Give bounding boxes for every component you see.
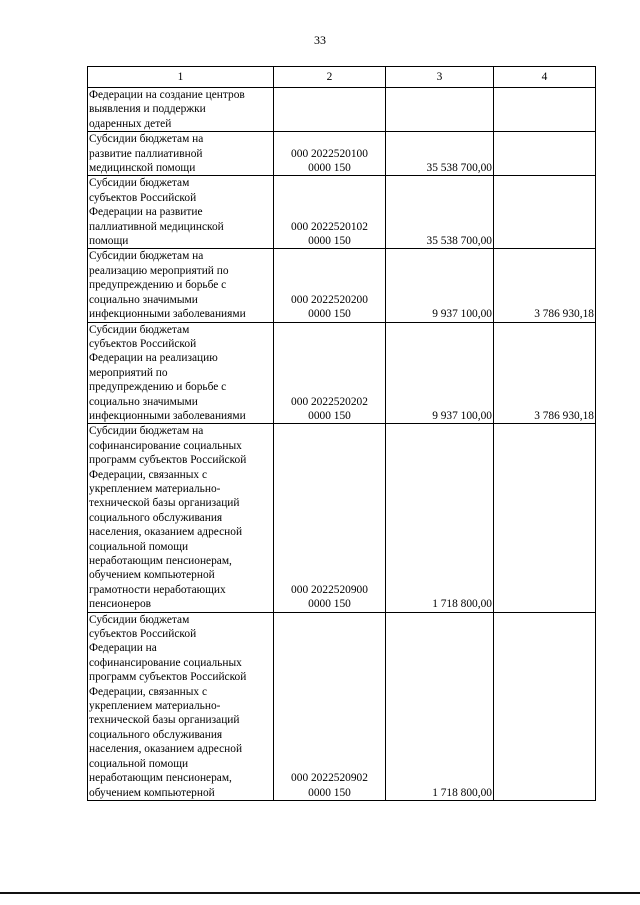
row-amount-executed	[494, 88, 596, 132]
row-budget-code: 000 2022520200 0000 150	[274, 249, 386, 322]
row-amount-planned: 9 937 100,00	[386, 322, 494, 424]
row-budget-code: 000 2022520102 0000 150	[274, 176, 386, 249]
row-amount-executed: 3 786 930,18	[494, 322, 596, 424]
row-budget-code: 000 2022520202 0000 150	[274, 322, 386, 424]
row-description: Субсидии бюджетам на развитие паллиативной медицинской помощи	[88, 132, 274, 176]
column-header: 4	[494, 67, 596, 88]
row-description: Субсидии бюджетам на софинансирование социальных программ субъектов Российской Федерации, связанных с укреплением материально- технической базы организаций социального обслуживания населения, оказанием адресной социальной помощи неработающим пенсионерам, обучением компьютерной грамотности неработающих пенсионеров	[88, 424, 274, 612]
page-number: 33	[314, 33, 326, 47]
row-description: Субсидии бюджетам субъектов Российской Федерации на реализацию мероприятий по предупреждению и борьбе с социально значимыми инфекционными заболеваниями	[88, 322, 274, 424]
table-row	[88, 176, 596, 249]
row-amount-executed	[494, 132, 596, 176]
row-budget-code: 000 2022520902 0000 150	[274, 612, 386, 800]
table-row	[88, 249, 596, 322]
row-amount-planned: 35 538 700,00	[386, 132, 494, 176]
column-header: 1	[88, 67, 274, 88]
row-amount-executed: 3 786 930,18	[494, 249, 596, 322]
row-description: Федерации на создание центров выявления и поддержки одаренных детей	[88, 88, 274, 132]
row-amount-planned: 35 538 700,00	[386, 176, 494, 249]
column-header: 3	[386, 67, 494, 88]
table-row	[88, 88, 596, 132]
scan-edge-line	[0, 892, 640, 894]
row-budget-code: 000 2022520900 0000 150	[274, 424, 386, 612]
row-amount-planned: 1 718 800,00	[386, 612, 494, 800]
table-row	[88, 612, 596, 800]
budget-table	[87, 66, 596, 801]
table-row	[88, 322, 596, 424]
row-budget-code	[274, 88, 386, 132]
row-amount-executed	[494, 612, 596, 800]
row-amount-planned	[386, 88, 494, 132]
table-row	[88, 132, 596, 176]
column-header: 2	[274, 67, 386, 88]
row-budget-code: 000 2022520100 0000 150	[274, 132, 386, 176]
table-header-row	[88, 67, 596, 88]
row-description: Субсидии бюджетам субъектов Российской Федерации на развитие паллиативной медицинской помощи	[88, 176, 274, 249]
row-description: Субсидии бюджетам субъектов Российской Федерации на софинансирование социальных программ субъектов Российской Федерации, связанных с укреплением материально- технической базы организаций социального обслуживания населения, оказанием адресной социальной помощи неработающим пенсионерам, обучением компьютерной	[88, 612, 274, 800]
row-amount-executed	[494, 424, 596, 612]
row-amount-executed	[494, 176, 596, 249]
row-amount-planned: 9 937 100,00	[386, 249, 494, 322]
row-description: Субсидии бюджетам на реализацию мероприятий по предупреждению и борьбе с социально значимыми инфекционными заболеваниями	[88, 249, 274, 322]
table-row	[88, 424, 596, 612]
row-amount-planned: 1 718 800,00	[386, 424, 494, 612]
